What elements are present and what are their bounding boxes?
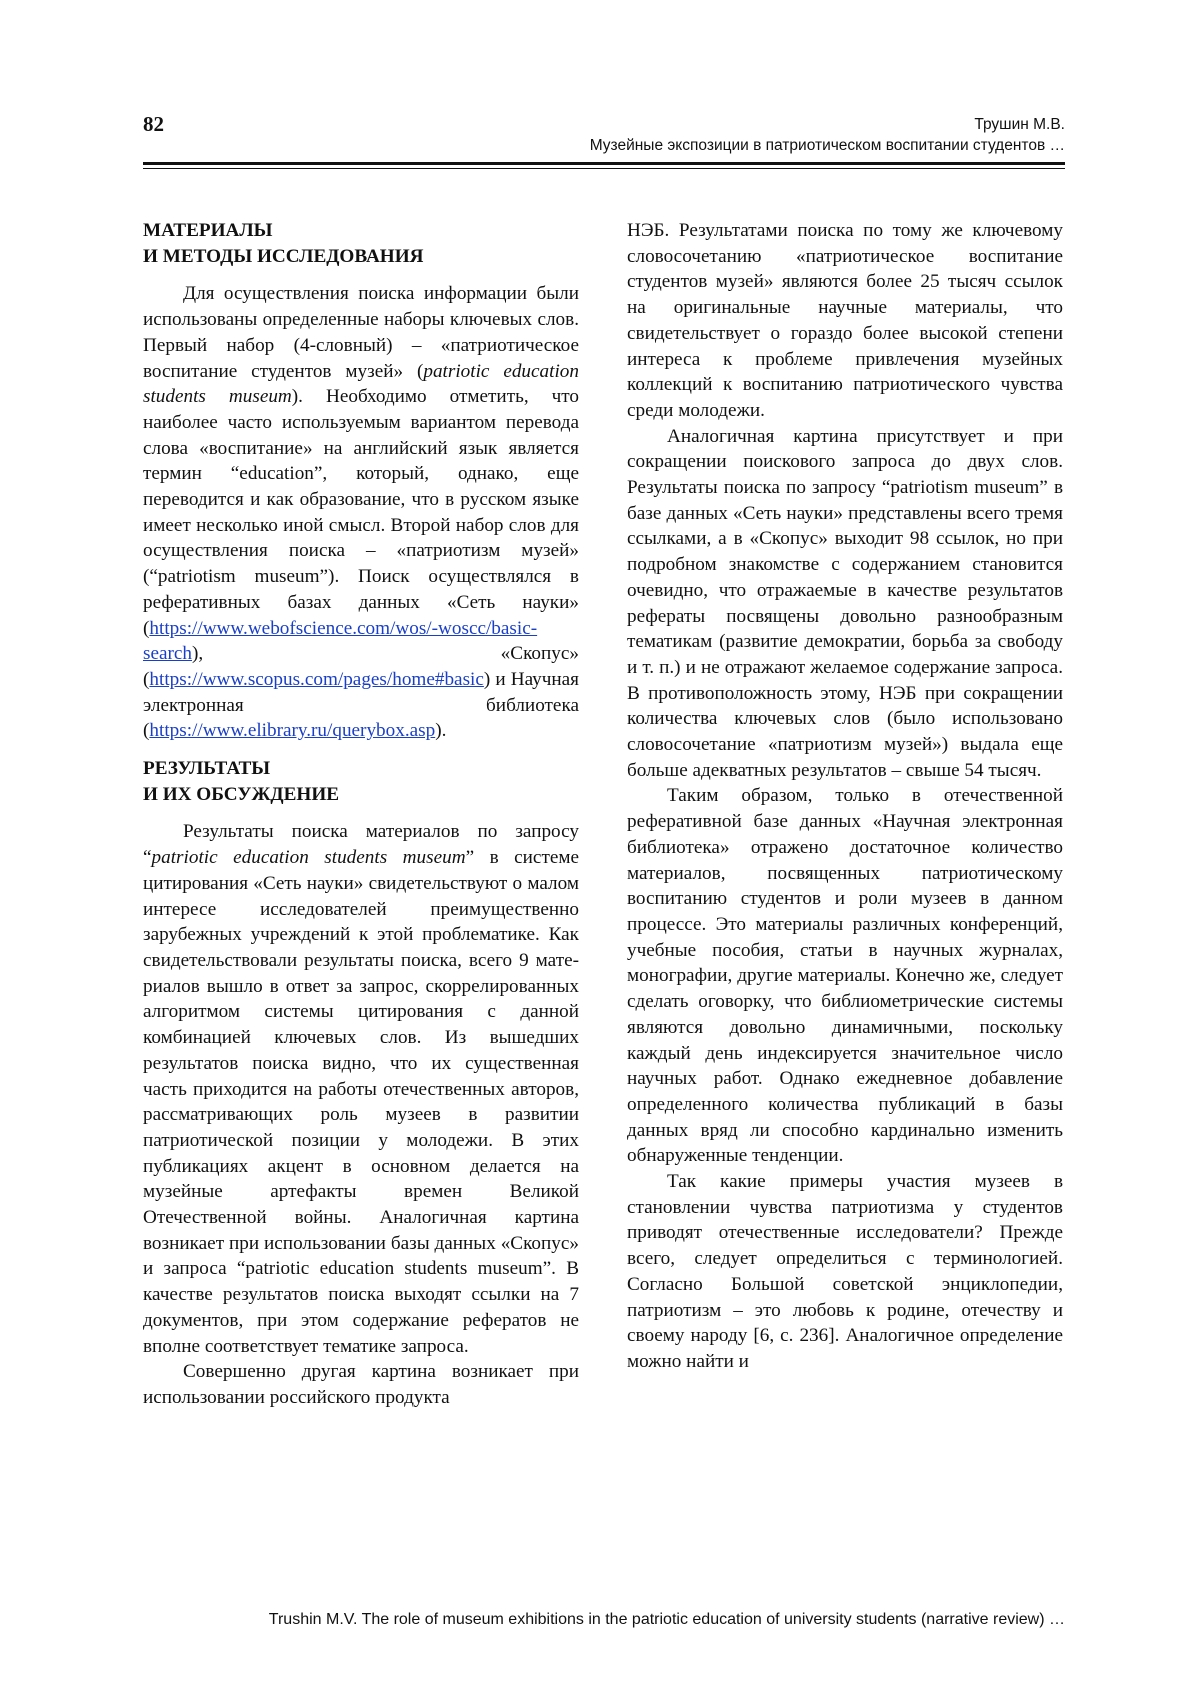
methods-paragraph [143, 281, 579, 744]
link-scopus[interactable]: https://www.scopus.com/pages/home#basic [149, 668, 484, 690]
text-run: ) и Научная электронная библиотека ( [143, 668, 579, 742]
page-footer: Trushin M.V. The role of museum exhibitions in the patriotic education of university students (narrative review) … [268, 1611, 1065, 1628]
results-paragraph-continued: НЭБ. Результатами поиска по тому же ключевому словосочетанию «патриотическое воспитание студентов музей» являются более 25 тысяч ссылок на оригинальные научные материалы, что свидетельствует о гораздо более высокой степени интереса к проблеме привлечения музейных коллекций к воспитанию патриотического чувства среди молодежи. [627, 220, 1063, 421]
text-run: ). Необходимо отметить, что наиболее часто используемым вариантом перевода слова «воспитание» на английский язык является термин “education”, который, однако, еще переводится и как образование, что в русском языке имеет несколько иной смысл. Второй набор слов для осуществления поиска – «патриотизм музей» (“patriotism museum”). Поиск осуществлялся в реферативных базах данных «Сеть науки» ( [143, 386, 580, 639]
left-column [143, 218, 579, 1411]
text-run: ), «Скопус» ( [143, 643, 579, 690]
italic-query: patriotic education students museum [143, 360, 579, 408]
heading-line: МАТЕРИАЛЫ [143, 220, 273, 241]
right-column [627, 218, 1063, 1375]
running-head [590, 114, 1065, 156]
header-rule-thin [143, 168, 1065, 169]
running-head-title: Музейные экспозиции в патриотическом воспитании студентов … [589, 137, 1065, 154]
text-run: ). [435, 720, 447, 742]
page-number: 82 [143, 112, 164, 136]
results-paragraph: Таким образом, только в отечественной реферативной базе данных «Научная электронная библиотека» отражено достаточное количество материалов, посвященных патриотическому воспитанию студентов и роли музеев в данном процессе. Это материалы различных конференций, учебные пособия, статьи в научных журналах, монографии, другие материалы. Конечно же, следует сделать оговорку, что библиометрические системы являются довольно динамичными, поскольку каждый день индексируется значительное число научных работ. Однако ежедневное добавление определенного количества публикаций в базы данных вряд ли способно кардинально изменить обнаруженные тенденции. [627, 785, 1063, 1167]
results-paragraph: Так какие примеры участия музеев в становлении чувства патриотизма у студентов приводят отечественные исследователи? Прежде всего, следует определиться с терминологией. Согласно Большой советской энциклопедии, патриотизм – это любовь к родине, отечеству и своему народу [6, с. 236]. Аналогичное определение можно найти и [627, 1171, 1063, 1372]
heading-line: И ИХ ОБСУЖДЕНИЕ [143, 783, 340, 805]
section-heading-methods [143, 218, 579, 269]
text-run: Результаты поиска материалов по запросу “ [143, 821, 579, 869]
italic-query: patriotic education students museum [151, 847, 466, 869]
link-webofscience[interactable]: https://www.webofscience.com/wos/-woscc/basic-search [143, 617, 538, 665]
heading-line: РЕЗУЛЬТАТЫ [143, 758, 271, 780]
section-heading-results [143, 756, 579, 807]
heading-line: И МЕТОДЫ ИССЛЕДОВАНИЯ [143, 245, 424, 267]
running-head-author: Трушин М.В. [974, 116, 1065, 133]
results-paragraph: Аналогичная картина присутствует и при сокращении поискового запроса до двух слов. Результаты поиска по запросу “patriotism museum” в базе данных «Сеть науки» представлены всего тремя ссылками, а в «Скопус» выходит 98 ссылок, но при подробном знакомстве с содержанием становится очевидно, что отражаемые в качестве результатов рефераты посвящены довольно разнообразным тематикам (развитие демократии, борьба за свободу и т. п.) и не отражают желаемое содержание запроса. В противоположность этому, НЭБ при сокращении количества ключевых слов (было использовано словосочетание «патриотизм музей») выдала еще больше адекватных результатов – свыше 54 тысяч. [627, 425, 1063, 781]
text-run: Для осуществления поиска информации были использованы определенные наборы ключевых слов. Первый набор (4-словный) – «патриотическое воспитание студентов музей» ( [143, 283, 579, 382]
results-paragraph [143, 819, 579, 1359]
header-rule-thick [143, 162, 1065, 165]
results-paragraph: Совершенно другая картина возникает при использовании российского продукта [143, 1361, 579, 1408]
link-elibrary[interactable]: https://www.elibrary.ru/querybox.asp [149, 720, 436, 742]
text-run: ” в системе цитирования «Сеть науки» свидетельствуют о малом интересе исследователей преимущественно зарубежных учреждений к этой проблематике. Как свидетельствовали результаты поиска, всего 9 материалов вышло в ответ за запрос, скоррелированных алгоритмом системы цитирования с данной комбинацией ключевых слов. Из вышедших результатов поиска видно, что их существенная часть приходится на работы отечественных авторов, рассматривающих роль музеев в развитии патриотической позиции у молодежи. В этих публикациях акцент в основном делается на музейные артефакты времен Великой Отечественной войны. Аналогичная картина возникает при использовании базы данных «Скопус» и запроса “patriotic education students museum”. В качестве результатов поиска выходят ссылки на 7 документов, при этом содержание рефератов не вполне соответствует тематике запроса. [143, 847, 579, 1357]
